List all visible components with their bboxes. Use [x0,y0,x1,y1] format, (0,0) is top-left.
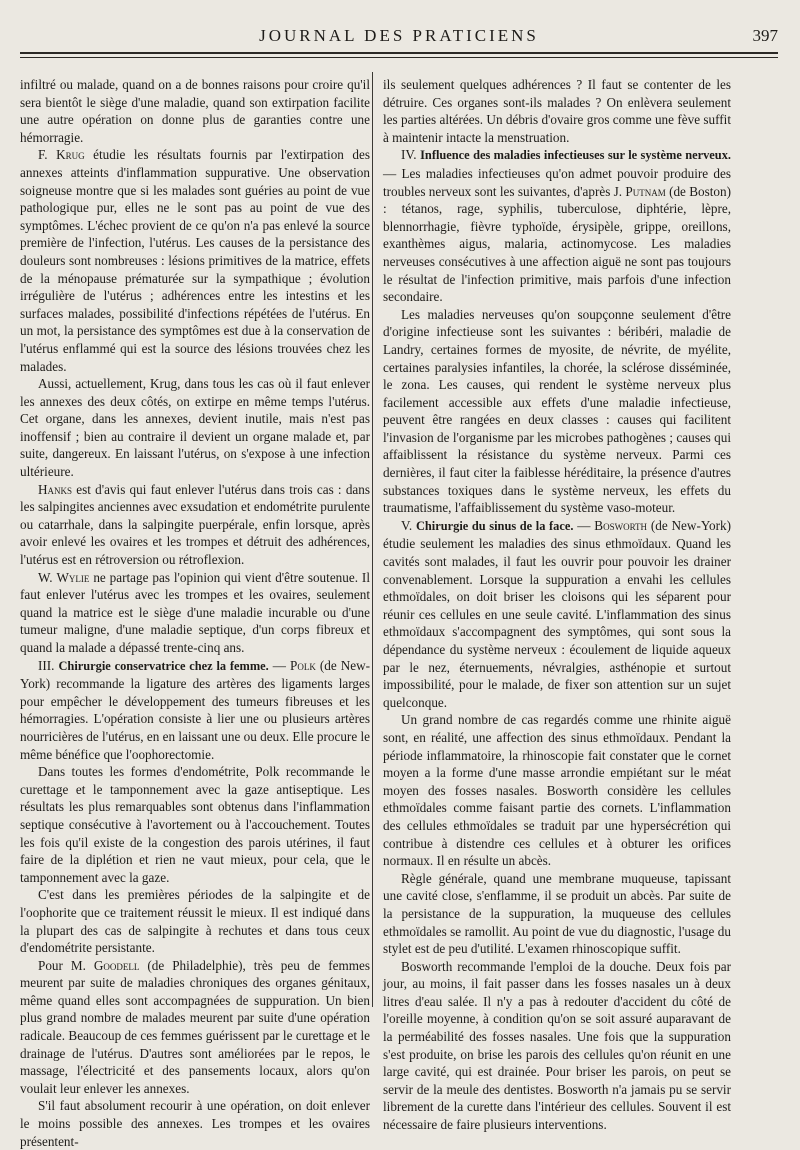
author-name: Hanks [38,481,73,497]
paragraph-text: ne partage pas l'opinion qui vient d'être soutenue. Il faut enlever l'utérus avec les trompes et les ovaires, seulement quand la matrice est le siège d'une maladie incurable ou d'une tumeur maligne, d'une maladie septique, d'un corps fibreux et quand la malade a dépassé trente-cinq ans. [20,569,370,655]
header-rule-thick [20,52,778,54]
paragraph [20,569,370,657]
paragraph-text: (de New-York) recommande la ligature des artères des ligaments larges pour empêcher le développement des tumeurs fibreuses et les hémorragies. L'opération consiste à lier une ou plusieurs artères nourricières de l'utérus, en en laissant une ou deux. Elle procure le même bénéfice que l'oophorectomie. [20,657,370,762]
paragraph-text: Dans toutes les formes d'endométrite, Polk recommande le curettage et le tamponnement avec la gaze antiseptique. Les résultats les plus remarquables sont obtenus dans l'inflammation septique consécutive à l'avortement ou à l'accouchement. Toutes les fois qu'il existe de la congestion des parois utérines, il faut faire de la diplétion et rien ne vaut mieux, pour cela, que le tamponnement avec la gaze. [20,764,370,885]
paragraph-text: (de Boston) : tétanos, rage, syphilis, tuberculose, diphtérie, lèpre, blennorrhagie, fièvre typhoïde, érysipèle, grippe, oreillons, exanthèmes aigus, malaria, actinomycose. Les maladies nerveuses consécutives à une affection aiguë ne sont pas toujours le résultat de l'infection primitive, mais parfois d'une infection secondaire. [383,183,731,305]
paragraph-text: (de Philadelphie), très peu de femmes meurent par suite de maladies chroniques des organes génitaux, même quand elles sont accompagnées de suppuration. Un bien plus grand nombre de malades meurent par suite d'une opération radicale. Beaucoup de ces femmes guérissent par le curettage et le drainage de l'utérus. D'autres sont améliorées par le repos, le massage, l'électricité et des pansements locaux, alors qu'on voulait leur enlever les annexes. [20,957,370,1096]
section-paragraph [383,517,731,712]
paragraph [20,957,370,1098]
paragraph [20,481,370,569]
paragraph-text: est d'avis qui faut enlever l'utérus dans trois cas : dans les salpingites anciennes avec exsudation et endométrite purulente ou catarrhale, dans la salpingite puerpérale, enfin lorsque, après avoir enlevé les ovaires et les trompes et détruit des adhérences, l'utérus est en rétroversion ou rétroflexion. [20,481,370,568]
author-name: Goodell [93,957,140,973]
section-paragraph [20,657,370,764]
paragraph [20,763,370,886]
section-number: V. [401,517,416,533]
author-initial: F. [38,147,57,163]
section-heading: Influence des maladies infectieuses sur le système nerveux. [420,148,731,163]
running-title: JOURNAL DES PRATICIENS [259,26,539,45]
dash: — [573,517,595,533]
header-rule-thin [20,57,778,58]
author-initial: W. [38,569,57,585]
paragraph [383,76,731,146]
paragraph-text: étudie les résultats fournis par l'extirpation des annexes atteints d'inflammation suppurative. Une observation soigneuse montre que si les malades sont guéries au point de vue pathologique pur, elles ne le sont pas au point de vue des symptômes. L'échec provient de ce qu'on n'a pas enlevé la source première de l'infection, l'utérus. Les causes de la persistance des douleurs sont nombreuses : lésions primitives de la matrice, effets de la ménopause prématurée sur la sympathique ; évolution irrégulière de l'utérus ; adhérences entre les intestins et les surfaces malades, possibilité d'infections répétées de l'utérus. En un mot, la persistance des symptômes est due à la conservation de l'utérus enflammé qui est la source des lésions trouvées chez les malades. [20,147,370,374]
paragraph [20,76,370,146]
paragraph-text: Bosworth recommande l'emploi de la douche. Deux fois par jour, au moins, il fait passer dans les fosses nasales un à deux litres d'eau salée. Il n'y a pas à redouter d'accident du côté de l'oreille moyenne, à condition qu'on se soit assuré auparavant de la perméabilité des fosses nasales. Une fois que la suppuration s'est produite, on brise les parois des cellules qu'on réunit en une large cavité, qui est drainée. Pour briser les parois, on peut se servir de la meule des dentistes. Bosworth n'a jamais pu se servir librement de la curette dans l'intérieur des cellules. Souvent il est nécessaire de faire plusieurs interventions. [383,958,731,1133]
paragraph-text: Un grand nombre de cas regardés comme une rhinite aiguë sont, en réalité, une affection des sinus ethmoïdaux. Pendant la période inflammatoire, la rhinoscopie fait constater que le cornet moyen a la forme d'une masse arrondie empiétant sur le méat moyen des fosses nasales. Bosworth considère les cellules ethmoïdales comme faisant partie des cornets. L'inflammation des cellules ethmoïdales se traduit par une hypersécrétion qui contribue à distendre ces cellules et à obturer les orifices normaux. Il en résulte un abcès. [383,712,731,869]
paragraph-text: C'est dans les premières périodes de la salpingite et de l'oophorite que ce traitement réussit le mieux. Il est indiqué dans la plupart des cas de salpingite à rechutes et dans tous ceux d'endométrite persistante. [20,887,370,956]
paragraph-text: — Les maladies infectieuses qu'on admet pouvoir produire des troubles nerveux sont les suivantes, d'après J. [383,165,731,199]
section-number: IV. [401,147,421,163]
dash: — [268,657,290,673]
section-paragraph [383,146,731,305]
author-name: Putnam [625,183,666,199]
paragraph-text: S'il faut absolument recourir à une opération, on doit enlever le moins possible des annexes. Les trompes et les ovaires présentent- [20,1098,370,1149]
section-number: III. [38,657,59,673]
paragraph-text: (de New-York) étudie seulement les maladies des sinus ethmoïdaux. Quand les cavités sont malades, il faut les ouvrir pour pouvoir les drainer convenablement. Lorsque la suppuration a envahi les cellules ethmoïdales, on doit briser les cloisons qui les séparent pour réunir ces cellules en une seule cavité. L'inflammation des sinus ethmoïdaux s'accompagnent des symptômes, qui sont sous la dépendance du système nerveux : écoulement de liquide aqueux par le nez, éternuements, névralgies, asthénopie et surtout impossibilité, pour le malade, de fixer son attention sur un sujet quelconque. [383,517,732,710]
paragraph-text: Les maladies nerveuses qu'on soupçonne seulement d'être d'origine infectieuse sont les suivantes : béribéri, maladie de Landry, certaines formes de myosite, de névrite, de myélite, certaines paralysies infantiles, la chorée, la sclérose disséminée, le zona. Les causes, qui rendent le système nerveux plus facilement accessible aux effets d'une maladie infectieuse, peuvent être rangées en deux classes : causes qui facilitent l'invasion de l'organisme par les microbes pathogènes ; causes qui affaiblissent la résistance du système nerveux. Parmi ces dernières, il faut citer la faiblesse héréditaire, la présence d'autres substances toxiques dans le système nerveux, les effets du traumatisme, l'affaiblissement du système vaso-moteur. [383,306,731,516]
paragraph [383,306,731,517]
paragraph [383,711,731,869]
page-number: 397 [752,26,778,45]
author-name: Krug [56,147,85,163]
column-divider [372,72,373,1007]
paragraph [20,1097,370,1150]
right-column [383,76,731,1134]
left-column [20,76,370,1150]
author-name: Wylie [56,569,90,585]
paragraph [20,375,370,481]
paragraph [383,870,731,958]
paragraph-text: infiltré ou malade, quand on a de bonnes raisons pour croire qu'il sera bientôt le siège d'une maladie, quand son extirpation facilite une autre opération on donne plus de garanties contre une hémorragie. [20,77,370,145]
paragraph-lead: Pour M. [38,957,94,973]
section-heading: Chirurgie du sinus de la face. [415,518,574,533]
paragraph-text: ils seulement quelques adhérences ? Il faut se contenter de les détruire. Ces organes sont-ils malades ? On enlèvera seulement les parties altérées. Un débris d'ovaire gros comme une fève suffit à maintenir intacte la menstruation. [383,77,731,145]
page-header [20,26,778,50]
section-heading: Chirurgie conservatrice chez la femme. [58,658,269,673]
paragraph [20,886,370,956]
paragraph-text: Règle générale, quand une membrane muqueuse, tapissant une cavité close, s'enflamme, il se produit un abcès. Par suite de la persistance de la suppuration, la muqueuse des cellules ethmoïdales se ramollit. Au point de vue du diagnostic, l'usage du stylet est de peu d'utilité. L'examen rhinoscopique suffit. [383,870,731,957]
paragraph [20,146,370,375]
author-name: Polk [290,657,316,673]
author-name: Bosworth [594,517,648,533]
paragraph-text: Aussi, actuellement, Krug, dans tous les cas où il faut enlever les annexes des deux côtés, on extirpe en même temps l'utérus. Cet organe, dans les annexes, devient inutile, mais n'est pas inoffensif ; bien au contraire il devient un organe malade et, par suite, dangereux. En laissant l'utérus, on s'expose à une infection ultérieure. [20,376,370,480]
